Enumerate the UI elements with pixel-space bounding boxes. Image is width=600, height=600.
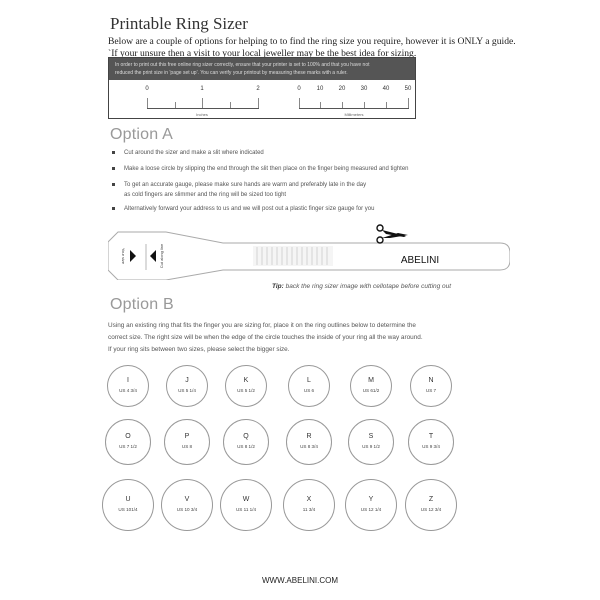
ruler-instructions (109, 58, 415, 80)
mm-tick-label: 10 (316, 86, 324, 92)
ruler-instruction-line-2: reduced the print size in 'page set up'. You can verify your printout by measuring these marks with a ruler. (115, 70, 348, 76)
option-b-instructions (108, 320, 528, 356)
list-item-continuation: as cold fingers are slimmer and the ring will be sized too tight (124, 192, 287, 198)
ring-us-size: US 6 (303, 388, 315, 393)
ring-size-circle (107, 365, 149, 407)
option-b-line-2: correct size. The right size will be when the edge of the circle touches the inside of your ring all the way around. (108, 334, 423, 341)
ring-us-size: US 61/2 (362, 388, 380, 393)
tip-text: Tip: back the ring sizer image with cellotape before cutting out (272, 283, 452, 290)
website-footer: WWW.ABELINI.COM (262, 576, 338, 585)
ring-letter: S (368, 433, 374, 440)
mm-tick-label: 30 (360, 86, 368, 92)
ring-letter: I (127, 377, 129, 384)
ring-letter: N (428, 377, 434, 384)
option-b-line-1: Using an existing ring that fits the finger you are sizing for, place it on the ring outlines below to determine the (108, 322, 416, 329)
mm-tick-label: 20 (338, 86, 346, 92)
ring-us-size: US 10 3/4 (176, 507, 198, 512)
inch-ruler-line (147, 108, 259, 109)
ring-size-circle (405, 479, 457, 531)
ring-size-circle (410, 365, 452, 407)
ring-size-circle (283, 479, 335, 531)
ring-letter: X (306, 496, 312, 503)
mm-tick-label: 40 (382, 86, 390, 92)
sizer-brand: ABELINI (400, 255, 440, 266)
ring-us-size: US 11 1/4 (235, 507, 257, 512)
millimeters-label: Millimeters (344, 112, 364, 117)
cut-along-line-label: Cut along line (159, 243, 164, 269)
ring-letter: R (306, 433, 312, 440)
ring-us-size: US 7 1/2 (119, 444, 137, 449)
ring-us-size: US 8 1/2 (237, 444, 255, 449)
mm-tick-label: 50 (404, 86, 412, 92)
ring-us-size: US 9 1/2 (362, 444, 380, 449)
list-item: To get an accurate gauge, please make sure hands are warm and preferably late in the day (112, 182, 366, 188)
ring-size-circle (164, 419, 210, 465)
mm-tick-label: 0 (297, 86, 301, 92)
inch-tick (258, 98, 259, 108)
ring-us-size: US 101/4 (118, 507, 138, 512)
ring-size-circle (350, 365, 392, 407)
ring-size-circle (161, 479, 213, 531)
ring-size-circle (166, 365, 208, 407)
ring-letter: K (243, 377, 249, 384)
ring-letter: Z (428, 496, 434, 503)
ring-us-size: US 12 1/4 (360, 507, 382, 512)
bullet-icon (112, 167, 115, 170)
ring-letter: W (242, 496, 250, 503)
intro-text (108, 36, 528, 59)
ring-letter: L (307, 377, 311, 384)
ring-letter: T (428, 433, 434, 440)
ring-us-size: US 9 3/4 (422, 444, 440, 449)
intro-line-2: `If your unsure then a visit to your local jeweller may be the best idea for sizing. (108, 47, 417, 59)
inch-tick-label: 0 (145, 86, 149, 92)
intro-line-1: Below are a couple of options for helping to to find the ring size you require, however it is ONLY a guide. (108, 36, 516, 47)
scissors-icon (377, 225, 408, 243)
ring-size-circle (105, 419, 151, 465)
ring-letter: M (368, 377, 374, 384)
ring-size-circle (225, 365, 267, 407)
ring-size-circle (223, 419, 269, 465)
ring-letter: Q (243, 433, 249, 440)
mm-ruler-line (299, 108, 409, 109)
inches-label: Inches (196, 112, 208, 117)
ruler-instruction-line-1: In order to print out this free online ring sizer correctly, ensure that your printer is set to 100% and that you have not (115, 62, 370, 68)
ring-sizer-strip (108, 222, 510, 280)
inch-tick-label: 2 (256, 86, 260, 92)
ruler-scales (109, 80, 415, 118)
ring-size-circle (286, 419, 332, 465)
ring-us-size: US 8 (181, 444, 193, 449)
list-item: Make a loose circle by slipping the end through the slit then place on the finger being measured and tighten (112, 166, 409, 172)
ring-letter: P (184, 433, 190, 440)
mm-tick (299, 98, 300, 108)
ring-us-size: US 7 (425, 388, 437, 393)
ring-size-circle (348, 419, 394, 465)
ring-us-size: 11 3/4 (302, 507, 316, 512)
ring-us-size: US 5 1/4 (178, 388, 196, 393)
ring-us-size: US 8 3/4 (300, 444, 318, 449)
ring-letter: V (184, 496, 190, 503)
option-b-line-3: If your ring sits between two sizes, please select the bigger size. (108, 346, 290, 353)
ring-size-circle (220, 479, 272, 531)
your-size-label: Your size (121, 247, 126, 265)
list-item: Alternatively forward your address to us and we will post out a plastic finger size gauge for you (112, 206, 374, 212)
inch-tick (202, 98, 203, 108)
ring-size-circle (288, 365, 330, 407)
size-scale (253, 246, 333, 266)
ring-us-size: US 12 3/4 (420, 507, 442, 512)
list-item: Cut around the sizer and make a slit where indicated (112, 150, 264, 156)
ring-us-size: US 4 3/4 (119, 388, 137, 393)
inch-tick-label: 1 (200, 86, 204, 92)
ring-letter: U (125, 496, 131, 503)
tip-label: Tip: (272, 283, 284, 290)
ring-size-circle (345, 479, 397, 531)
option-a-heading: Option A (110, 126, 173, 143)
mm-tick (408, 98, 409, 108)
ring-us-size: US 5 1/2 (237, 388, 255, 393)
print-ruler-box (108, 57, 416, 119)
bullet-icon (112, 207, 115, 210)
ring-letter: Y (368, 496, 374, 503)
bullet-icon (112, 183, 115, 186)
page-title: Printable Ring Sizer (110, 14, 248, 33)
ring-size-circle (408, 419, 454, 465)
ring-letter: J (185, 377, 189, 384)
bullet-icon (112, 151, 115, 154)
ring-letter: O (125, 433, 131, 440)
option-b-heading: Option B (110, 296, 174, 313)
inch-tick (147, 98, 148, 108)
ring-size-circle (102, 479, 154, 531)
ring-sizer-outline (108, 222, 510, 280)
